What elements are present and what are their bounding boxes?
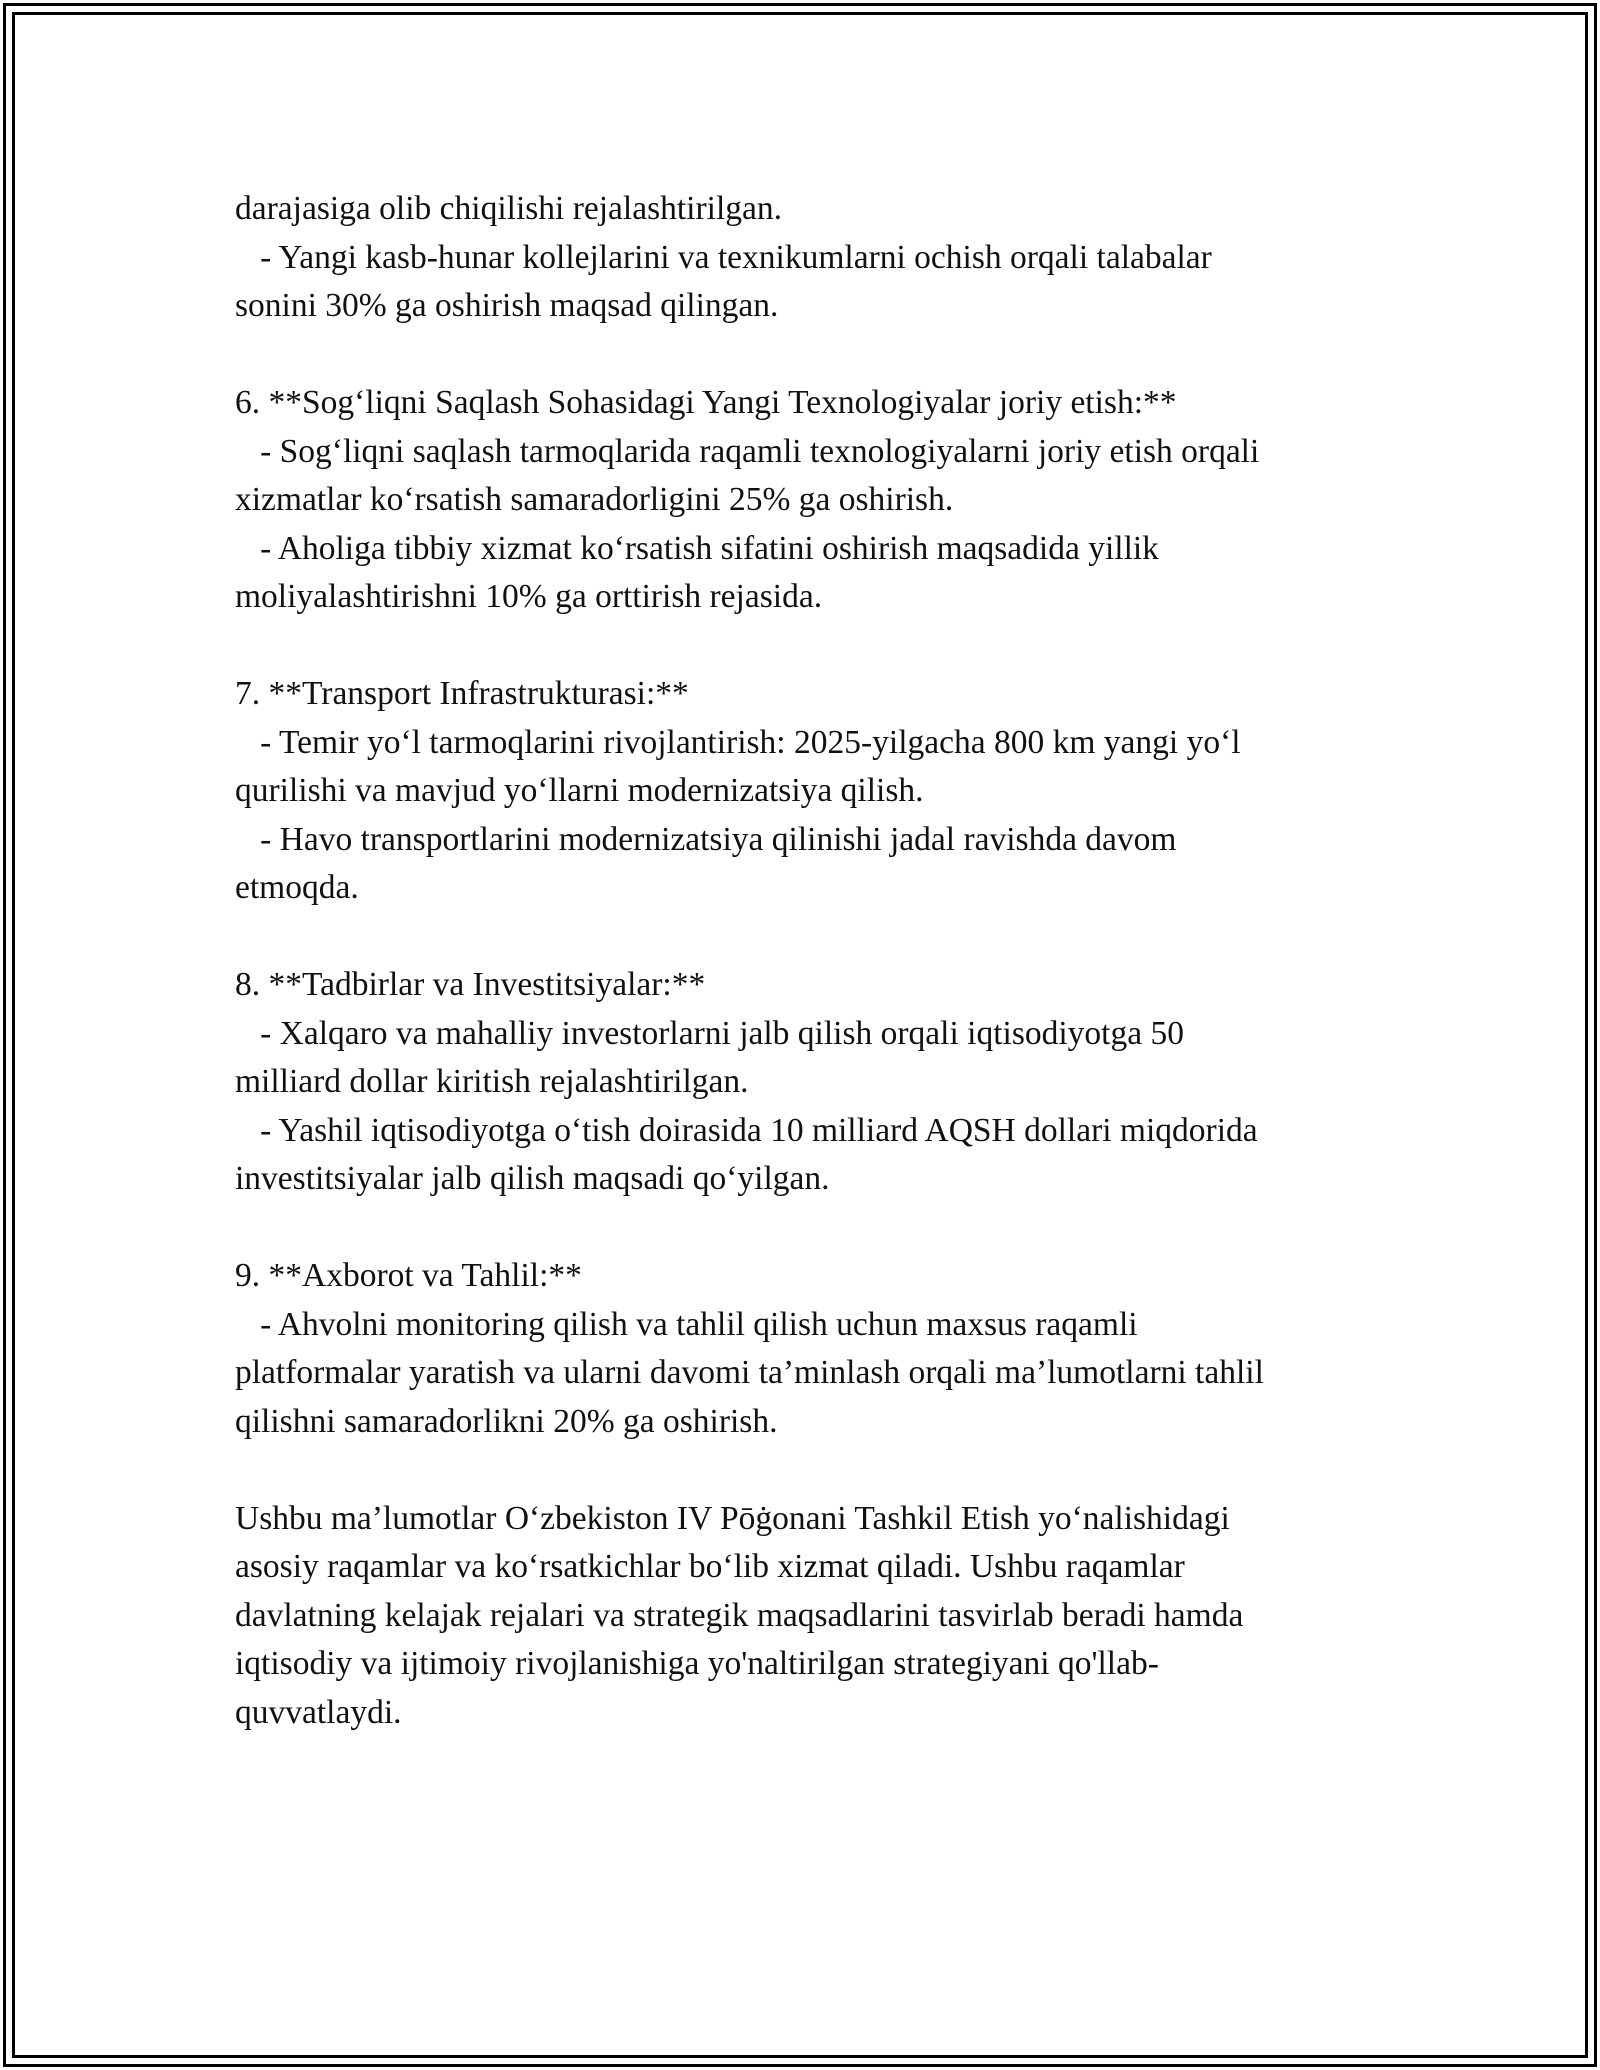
text-line: - Temir yo‘l tarmoqlarini rivojlantirish: 2025-yilgacha 800 km yangi yo‘l (235, 723, 1241, 761)
section-heading: 7. **Transport Infrastrukturasi:** (235, 675, 689, 712)
paragraph-gap (235, 913, 1375, 962)
section-7 (235, 670, 1375, 913)
text-line: - Yashil iqtisodiyotga o‘tish doirasida 10 milliard AQSH dollari miqdorida (235, 1111, 1258, 1149)
section-6 (235, 379, 1375, 622)
section-heading: 9. **Axborot va Tahlil:** (235, 1257, 582, 1294)
section-9 (235, 1252, 1375, 1446)
text-line: - Aholiga tibbiy xizmat ko‘rsatish sifatini oshirish maqsadida yillik (235, 529, 1159, 567)
paragraph-gap (235, 1446, 1375, 1495)
text-line: davlatning kelajak rejalari va strategik maqsadlarini tasvirlab beradi hamda (235, 1596, 1244, 1634)
document-body (235, 185, 1375, 1737)
text-line: asosiy raqamlar va ko‘rsatkichlar bo‘lib xizmat qiladi. Ushbu raqamlar (235, 1548, 1185, 1585)
text-line: - Ahvolni monitoring qilish va tahlil qilish uchun maxsus raqamli (235, 1305, 1138, 1343)
text-line: milliard dollar kiritish rejalashtirilgan. (235, 1063, 749, 1100)
intro-paragraph (235, 185, 1375, 331)
section-heading: 6. **Sog‘liqni Saqlash Sohasidagi Yangi Texnologiyalar joriy etish:** (235, 384, 1177, 421)
text-line: sonini 30% ga oshirish maqsad qilingan. (235, 287, 779, 324)
text-line: - Xalqaro va mahalliy investorlarni jalb qilish orqali iqtisodiyotga 50 (235, 1014, 1184, 1052)
text-line: Ushbu ma’lumotlar O‘zbekiston IV Pōġonani Tashkil Etish yo‘nalishidagi (235, 1499, 1230, 1537)
section-heading: 8. **Tadbirlar va Investitsiyalar:** (235, 966, 706, 1003)
text-line: platformalar yaratish va ularni davomi ta’minlash orqali ma’lumotlarni tahlil (235, 1354, 1264, 1391)
text-line: investitsiyalar jalb qilish maqsadi qo‘yilgan. (235, 1160, 830, 1197)
conclusion-paragraph (235, 1495, 1375, 1738)
text-line: moliyalashtirishni 10% ga orttirish rejasida. (235, 578, 823, 615)
section-8 (235, 961, 1375, 1204)
text-line: xizmatlar ko‘rsatish samaradorligini 25% ga oshirish. (235, 481, 954, 518)
paragraph-gap (235, 622, 1375, 671)
text-line: - Yangi kasb-hunar kollejlarini va texnikumlarni ochish orqali talabalar (235, 238, 1212, 276)
text-line: - Havo transportlarini modernizatsiya qilinishi jadal ravishda davom (235, 820, 1177, 858)
text-line: etmoqda. (235, 869, 359, 906)
text-line: quvvatlaydi. (235, 1693, 402, 1731)
text-line: - Sog‘liqni saqlash tarmoqlarida raqamli texnologiyalarni joriy etish orqali (235, 432, 1260, 470)
paragraph-gap (235, 331, 1375, 380)
text-line: qurilishi va mavjud yo‘llarni modernizatsiya qilish. (235, 772, 924, 809)
text-line: darajasiga olib chiqilishi rejalashtirilgan. (235, 190, 783, 227)
text-line: iqtisodiy va ijtimoiy rivojlanishiga yo'naltirilgan strategiyani qo'llab- (235, 1645, 1159, 1682)
paragraph-gap (235, 1204, 1375, 1253)
text-line: qilishni samaradorlikni 20% ga oshirish. (235, 1402, 778, 1440)
